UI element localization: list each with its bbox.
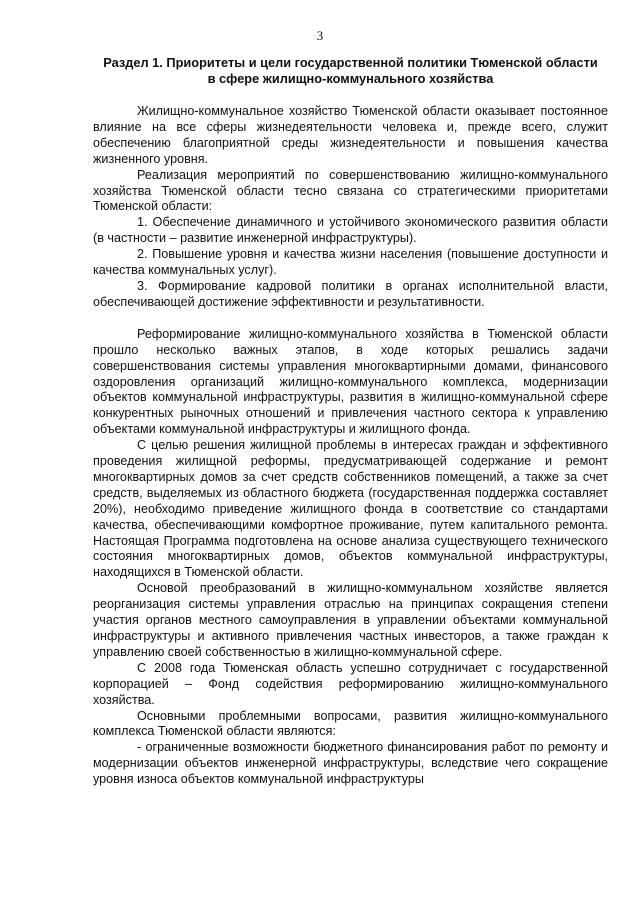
paragraph: Реформирование жилищно-коммунального хозяйства в Тюменской области прошло несколько важных этапов, в ходе которых решались задачи совершенствования системы управления многоквартирными домами, финансового оздоровления организаций жилищно-коммунального комплекса, модернизации объектов коммунальной инфраструктуры, развития в жилищно-коммунальной сфере конкурентных рыночных отношений и привлечения частного сектора к управлению объектами коммунальной инфраструктуры и жилищного фонда. bbox=[93, 326, 608, 437]
page-number: 3 bbox=[316, 28, 324, 43]
document-body bbox=[93, 55, 608, 788]
paragraph: С 2008 года Тюменская область успешно сотрудничает с государственной корпорацией – Фонд содействия реформированию жилищно-коммунального хозяйства. bbox=[93, 660, 608, 707]
paragraph: Основой преобразований в жилищно-коммунальном хозяйстве является реорганизация системы управления отраслью на принципах сокращения степени участия органов местного самоуправления в управлении объектами коммунальной инфраструктуры и активного привлечения частных инвесторов, а также граждан к управлению своей собственностью в жилищно-коммунальной сфере. bbox=[93, 581, 608, 659]
paragraph: Жилищно-коммунальное хозяйство Тюменской области оказывает постоянное влияние на все сферы жизнедеятельности человека и, прежде всего, служит обеспечению благоприятной среды жизнедеятельности и повышения качества жизненного уровня. bbox=[93, 104, 608, 166]
list-item-paragraph: - ограниченные возможности бюджетного финансирования работ по ремонту и модернизации объектов инженерной инфраструктуры, вследствие чего сокращение уровня износа объектов коммунальной инфраструктуры bbox=[93, 740, 608, 787]
list-item-paragraph: 3. Формирование кадровой политики в органах исполнительной власти, обеспечивающей достижение эффективности и результативности. bbox=[93, 278, 608, 309]
list-item-paragraph: 1. Обеспечение динамичного и устойчивого экономического развития области (в частности – развитие инженерной инфраструктуры). bbox=[93, 215, 608, 246]
paragraph: Реализация мероприятий по совершенствованию жилищно-коммунального хозяйства Тюменской области тесно связана со стратегическими приоритетами Тюменской области: bbox=[93, 167, 608, 214]
section-title: Раздел 1. Приоритеты и цели государственной политики Тюменской области в сфере жилищно-коммунального хозяйства bbox=[103, 55, 598, 86]
paragraph: Основными проблемными вопросами, развития жилищно-коммунального комплекса Тюменской области являются: bbox=[93, 708, 608, 739]
paragraph: С целью решения жилищной проблемы в интересах граждан и эффективного проведения жилищной реформы, предусматривающей содержание и ремонт многоквартирных домов за счет средств собственников помещений, а также за счет средств, выделяемых из областного бюджета (государственная поддержка составляет 20%), необходимо приведение жилищного фонда в соответствие со стандартами качества, обеспечивающими комфортное проживание, путем капитального ремонта. Настоящая Программа подготовлена на основе анализа существующего технического состояния многоквартирных домов, объектов коммунальной инфраструктуры, находящихся в Тюменской области. bbox=[93, 438, 608, 580]
list-item-paragraph: 2. Повышение уровня и качества жизни населения (повышение доступности и качества коммунальных услуг). bbox=[93, 247, 608, 278]
